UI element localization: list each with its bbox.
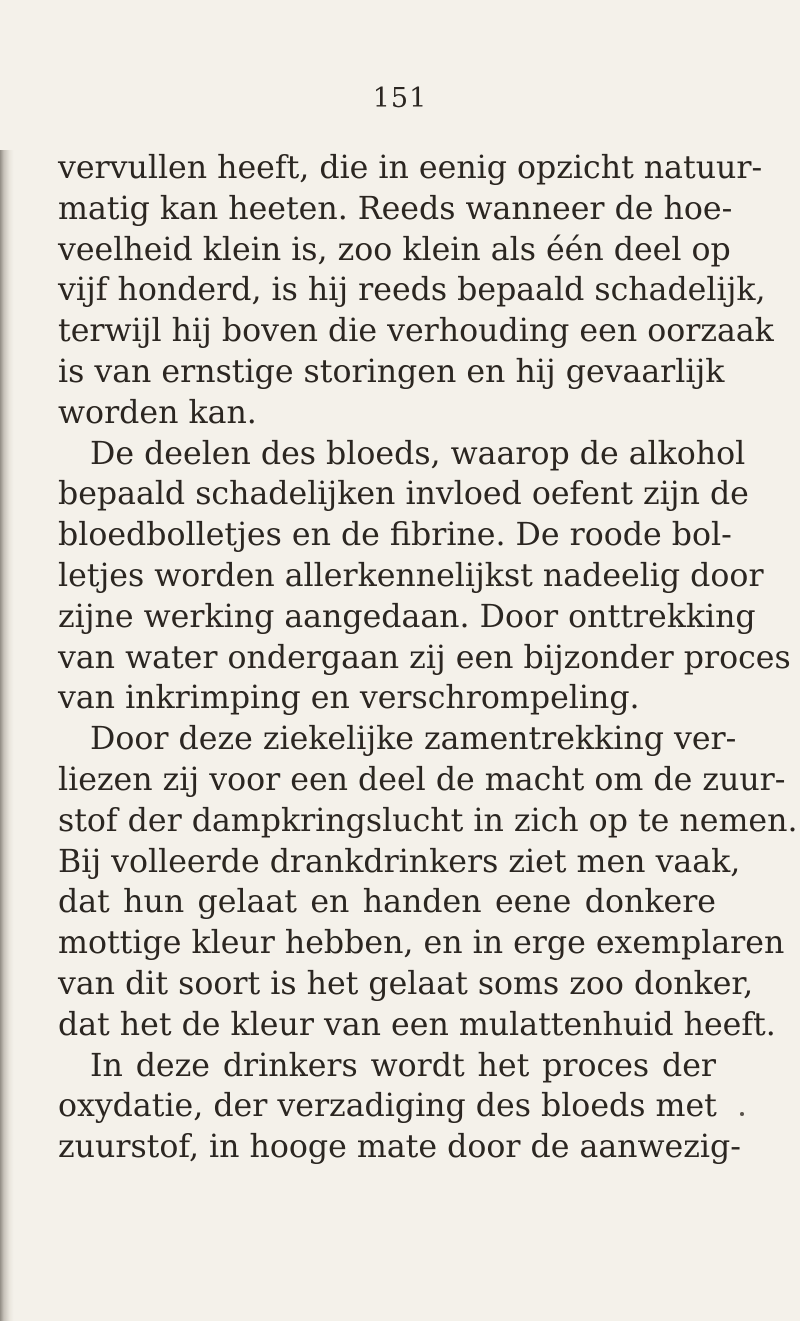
text-line: terwijl hij boven die verhouding een oorzaak bbox=[58, 313, 774, 350]
text-line: stof der dampkringslucht in zich op te nemen. bbox=[58, 802, 798, 839]
text-line: matig kan heeten. Reeds wanneer de hoe- bbox=[58, 190, 733, 227]
text-line: vervullen heeft, die in eenig opzicht natuur- bbox=[58, 150, 763, 186]
text-line: Door deze ziekelijke zamentrekking ver- bbox=[90, 721, 737, 758]
text-line: letjes worden allerkennelijkst nadeelig door bbox=[58, 557, 764, 594]
text-line: De deelen des bloeds, waarop de alkohol bbox=[90, 435, 746, 472]
page-number: 151 bbox=[372, 83, 428, 114]
text-line: van dit soort is het gelaat soms zoo donker, bbox=[58, 965, 754, 1002]
text-line: bepaald schadelijken invloed oefent zijn de bbox=[58, 476, 749, 513]
text-line: is van ernstige storingen en hij gevaarlijk bbox=[58, 353, 725, 390]
body-text bbox=[58, 148, 798, 1168]
text-line: bloedbolletjes en de fibrine. De roode bol- bbox=[58, 517, 732, 554]
text-line: vijf honderd, is hij reeds bepaald schadelijk, bbox=[58, 272, 766, 309]
text-line: veelheid klein is, zoo klein als één deel op bbox=[58, 231, 731, 268]
text-line: liezen zij voor een deel de macht om de zuur- bbox=[58, 761, 786, 798]
text-line: mottige kleur hebben, en in erge exemplaren bbox=[58, 925, 785, 962]
text-line: worden kan. bbox=[58, 394, 257, 431]
stray-ink-dot bbox=[740, 1112, 744, 1116]
text-line: Bij volleerde drankdrinkers ziet men vaak, bbox=[58, 843, 741, 880]
text-line: oxydatie, der verzadiging des bloeds met bbox=[58, 1088, 717, 1125]
text-line: zijne werking aangedaan. Door onttrekking bbox=[58, 598, 756, 635]
text-line: dat het de kleur van een mulattenhuid heeft. bbox=[58, 1006, 776, 1043]
page-gutter-shadow bbox=[0, 150, 14, 1321]
text-line: van inkrimping en verschrompeling. bbox=[58, 680, 640, 717]
text-line: van water ondergaan zij een bijzonder proces bbox=[58, 639, 791, 676]
text-line: In deze drinkers wordt het proces der bbox=[90, 1047, 716, 1084]
text-line: zuurstof, in hooge mate door de aanwezig- bbox=[58, 1129, 741, 1166]
text-line: dat hun gelaat en handen eene donkere bbox=[58, 884, 716, 921]
